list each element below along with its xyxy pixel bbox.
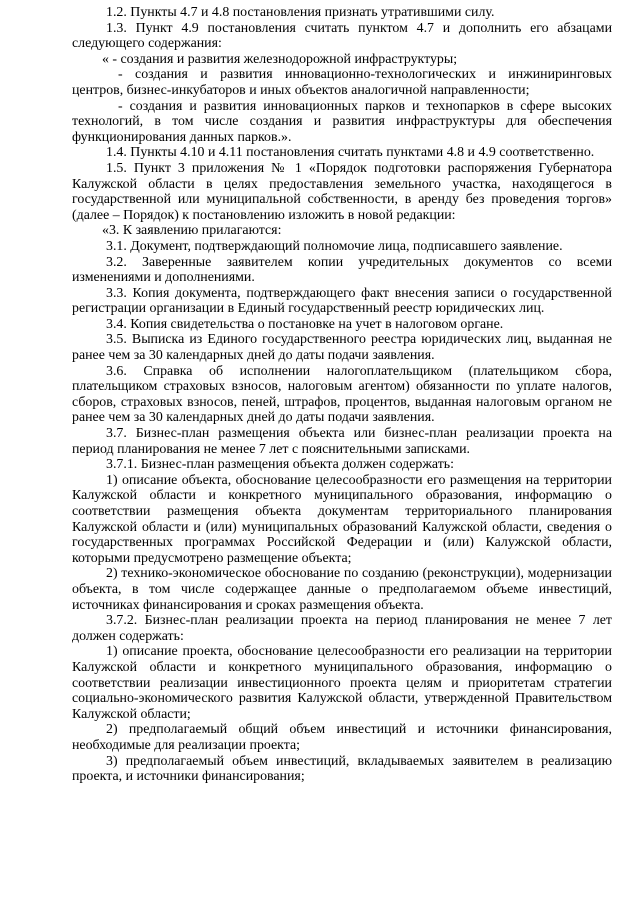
paragraph-3-7-1: 3.7.1. Бизнес-план размещения объекта должен содержать: bbox=[106, 457, 455, 473]
paragraph-innovation-centers: - создания и развития инновационно-технологических и инжиниринговых центров, бизнес-инкубаторов и иных объектов аналогичной направленности; bbox=[72, 67, 612, 98]
paragraph-3-7-1-item-1: 1) описание объекта, обоснование целесообразности его размещения на территории Калужской области и конкретного муниципального образования, информацию о соответствии размещения объекта документам территориального планирования Калужской области и (или) муниципальных образований Калужской области, сведения о государственных программах Российской Федерации и (или) Калужской области, которыми предусмотрено размещение объекта; bbox=[72, 472, 612, 566]
paragraph-1-2: 1.2. Пункты 4.7 и 4.8 постановления признать утратившими силу. bbox=[106, 5, 495, 20]
paragraph-1-3: 1.3. Пункт 4.9 постановления считать пунктом 4.7 и дополнить его абзацами следующего содержания: bbox=[72, 20, 612, 52]
paragraph-1-5: 1.5. Пункт 3 приложения № 1 «Порядок подготовки распоряжения Губернатора Калужской области в целях предоставления земельного участка, находящегося в государственной или муниципальной собственности, в аренду без проведения торгов» (далее – Порядок) к постановлению изложить в новой редакции: bbox=[72, 160, 612, 223]
paragraph-3-7-2-item-2: 2) предполагаемый общий объем инвестиций и источники финансирования, необходимые для реализации проекта; bbox=[72, 722, 612, 753]
paragraph-3-3: 3.3. Копия документа, подтверждающего факт внесения записи о государственной регистрации организации в Единый государственный реестр юридических лиц. bbox=[72, 285, 612, 317]
paragraph-1-4: 1.4. Пункты 4.10 и 4.11 постановления считать пунктами 4.8 и 4.9 соответственно. bbox=[106, 145, 595, 161]
paragraph-3-2: 3.2. Заверенные заявителем копии учредительных документов со всеми изменениями и дополнениями. bbox=[72, 254, 612, 286]
paragraph-3-7-2-item-3: 3) предполагаемый объем инвестиций, вкладываемых заявителем в реализацию проекта, и источники финансирования; bbox=[72, 753, 612, 785]
paragraph-3-7-2-item-1: 1) описание проекта, обоснование целесообразности его реализации на территории Калужской области и конкретного муниципального образования, информацию о соответствии реализации инвестиционного проекта целям и приоритетам стратегии социально-экономического развития Калужской области, утвержденной Правительством Калужской области; bbox=[72, 644, 612, 722]
paragraph-technoparks: - создания и развития инновационных парков и технопарков в сфере высоких технологий, в том числе создания и развития инфраструктуры для обеспечения функционирования данных парков.». bbox=[72, 98, 612, 145]
paragraph-3-4: 3.4. Копия свидетельства о постановке на учет в налоговом органе. bbox=[106, 316, 504, 332]
paragraph-3-header: «3. К заявлению прилагаются: bbox=[102, 223, 282, 239]
paragraph-3-5: 3.5. Выписка из Единого государственного реестра юридических лиц, выданная не ранее чем за 30 календарных дней до даты подачи заявления. bbox=[72, 332, 612, 364]
paragraph-3-7-2: 3.7.2. Бизнес-план реализации проекта на период планирования не менее 7 лет должен содержать: bbox=[72, 613, 612, 644]
paragraph-3-6: 3.6. Справка об исполнении налогоплательщиком (плательщиком сбора, плательщиком страховых взносов, налоговым агентом) обязанности по уплате налогов, сборов, страховых взносов, пеней, штрафов, процентов, выданная налоговым органом не ранее чем за 30 календарных дней до даты подачи заявления. bbox=[72, 363, 612, 426]
paragraph-3-7: 3.7. Бизнес-план размещения объекта или бизнес-план реализации проекта на период планирования не менее 7 лет с пояснительными записками. bbox=[72, 426, 612, 457]
paragraph-3-7-1-item-2: 2) технико-экономическое обоснование по созданию (реконструкции), модернизации объекта, в том числе содержащее данные о предполагаемом объеме инвестиций, источниках финансирования и сроках размещения объекта. bbox=[72, 566, 612, 613]
paragraph-rail-infrastructure: « - создания и развития железнодорожной инфраструктуры; bbox=[102, 51, 458, 67]
paragraph-3-1: 3.1. Документ, подтверждающий полномочие лица, подписавшего заявление. bbox=[106, 238, 563, 254]
